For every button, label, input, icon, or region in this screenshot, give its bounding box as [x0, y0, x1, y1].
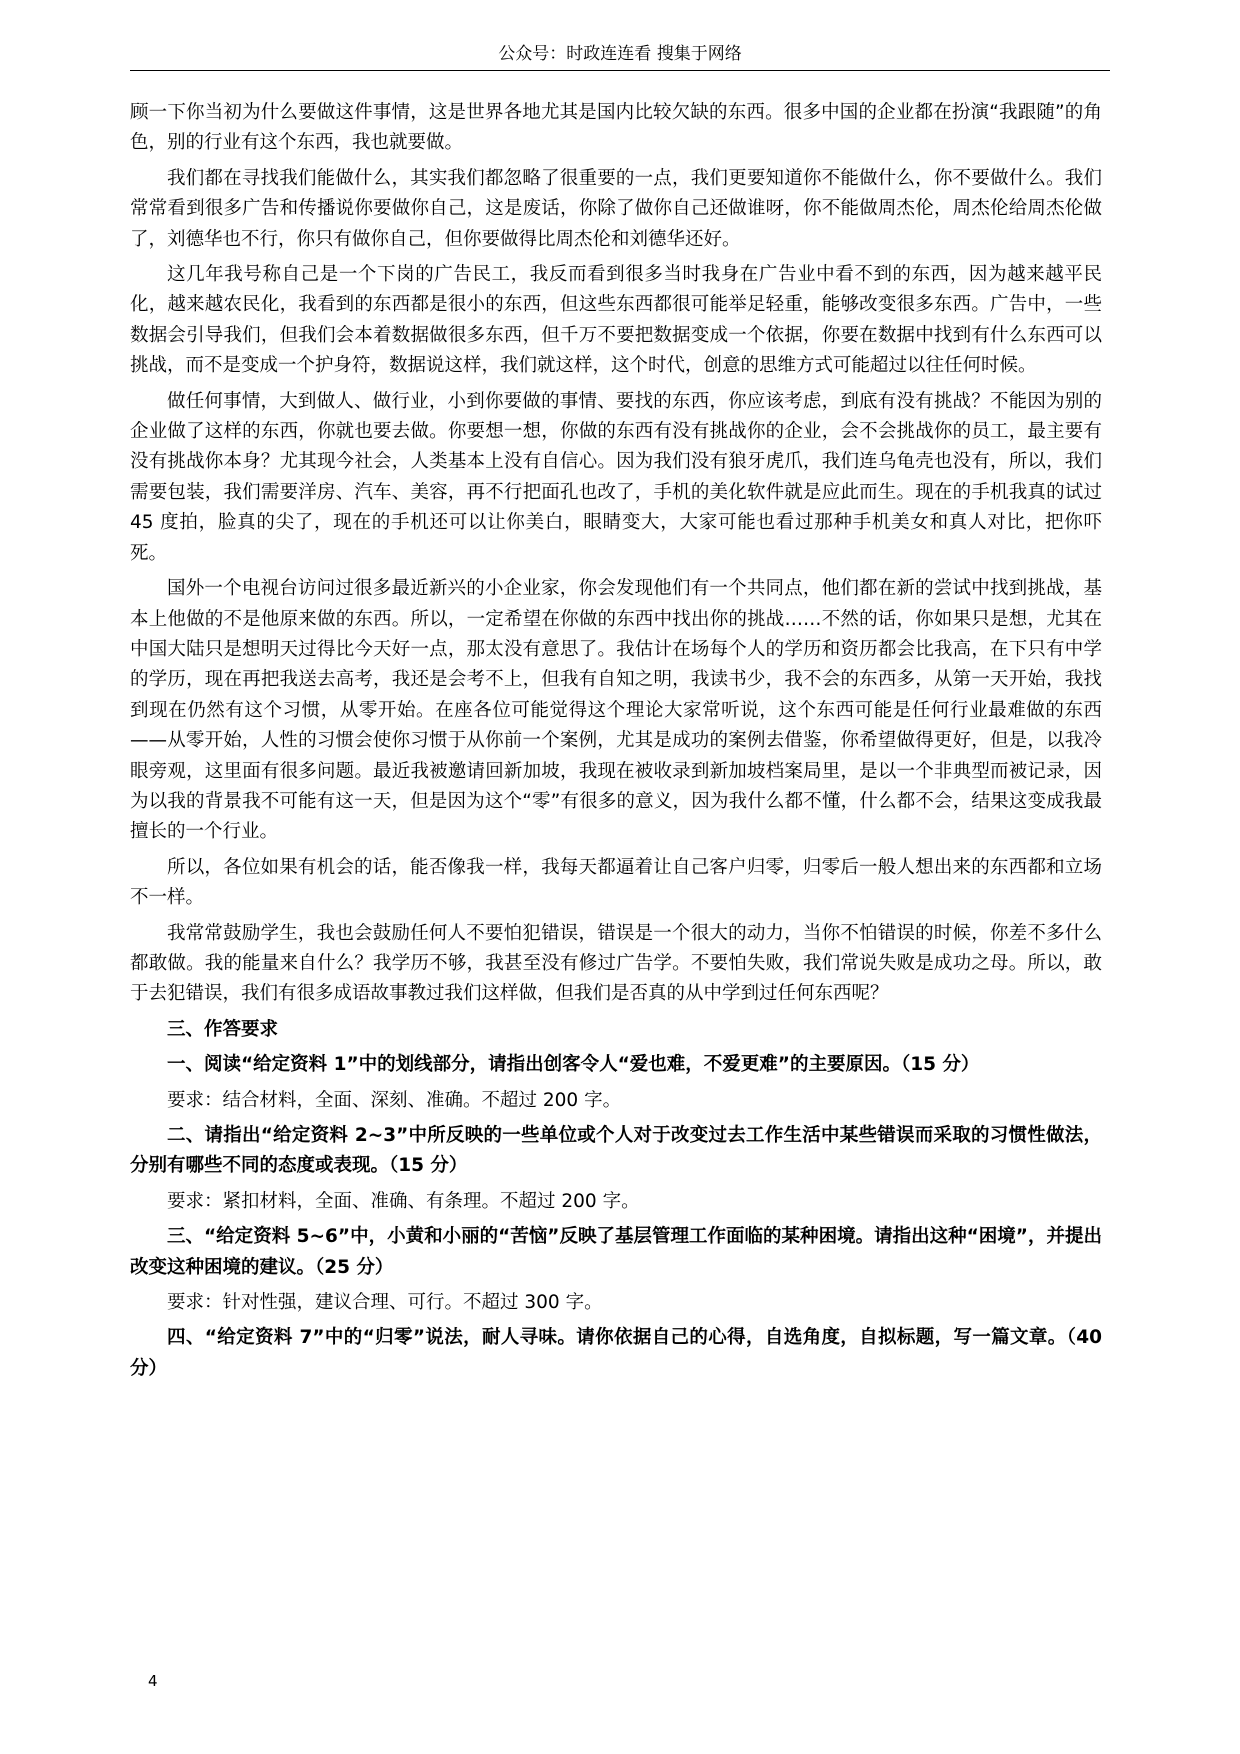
paragraph: 我常常鼓励学生，我也会鼓励任何人不要怕犯错误，错误是一个很大的动力，当你不怕错误的时候，你差不多什么都敢做。我的能量来自什么？我学历不够，我甚至没有修过广告学。不要怕失败，我们常说失败是成功之母。所以，敢于去犯错误，我们有很多成语故事教过我们这样做，但我们是否真的从中学到过任何东西呢？ [130, 922, 1102, 1005]
question-item: 三、“给定资料 5~6”中，小黄和小丽的“苦恼”反映了基层管理工作面临的某种困境。请指出这种“困境”，并提出改变这种困境的建议。（25 分） [130, 1226, 1102, 1278]
paragraph: 做任何事情，大到做人、做行业，小到你要做的事情、要找的东西，你应该考虑，到底有没有挑战？不能因为别的企业做了这样的东西，你就也要去做。你要想一想，你做的东西有没有挑战你的企业，会不会挑战你的员工，最主要有没有挑战你本身？尤其现今社会，人类基本上没有自信心。因为我们没有狼牙虎爪，我们连乌龟壳也没有，所以，我们需要包装，我们需要洋房、汽车、美容，再不行把面孔也改了，手机的美化软件就是应此而生。现在的手机我真的试过 45 度拍，脸真的尖了，现在的手机还可以让你美白，眼睛变大，大家可能也看过那种手机美女和真人对比，把你吓死。 [130, 390, 1102, 564]
question-requirement: 要求：针对性强，建议合理、可行。不超过 300 字。 [167, 1292, 603, 1314]
question-requirement: 要求：紧扣材料，全面、准确、有条理。不超过 200 字。 [167, 1190, 640, 1212]
question-item: 四、“给定资料 7”中的“归零”说法，耐人寻味。请你依据自己的心得，自选角度，自拟标题，写一篇文章。（40 分） [130, 1327, 1102, 1379]
question-item: 一、阅读“给定资料 1”中的划线部分，请指出创客令人“爱也难，不爱更难”的主要原因。（15 分） [167, 1054, 980, 1076]
question-requirement: 要求：结合材料，全面、深刻、准确。不超过 200 字。 [167, 1089, 622, 1111]
body-content [130, 98, 1102, 1389]
paragraph: 我们都在寻找我们能做什么，其实我们都忽略了很重要的一点，我们更要知道你不能做什么，你不要做什么。我们常常看到很多广告和传播说你要做你自己，这是废话，你除了做你自己还做谁呀，你不能做周杰伦，周杰伦给周杰伦做了，刘德华也不行，你只有做你自己，但你要做得比周杰伦和刘德华还好。 [130, 167, 1102, 250]
question-item: 二、请指出“给定资料 2~3”中所反映的一些单位或个人对于改变过去工作生活中某些错误而采取的习惯性做法，分别有哪些不同的态度或表现。（15 分） [130, 1125, 1102, 1177]
paragraph: 国外一个电视台访问过很多最近新兴的小企业家，你会发现他们有一个共同点，他们都在新的尝试中找到挑战，基本上他做的不是他原来做的东西。所以，一定希望在你做的东西中找出你的挑战……不然的话，你如果只是想，尤其在中国大陆只是想明天过得比今天好一点，那太没有意思了。我估计在场每个人的学历和资历都会比我高，在下只有中学的学历，现在再把我送去高考，我还是会考不上，但我有自知之明，我读书少，我不会的东西多，从第一天开始，我找到现在仍然有这个习惯，从零开始。在座各位可能觉得这个理论大家常听说，这个东西可能是任何行业最难做的东西——从零开始，人性的习惯会使你习惯于从你前一个案例，尤其是成功的案例去借鉴，你希望做得更好，但是，以我冷眼旁观，这里面有很多问题。最近我被邀请回新加坡，我现在被收录到新加坡档案局里，是以一个非典型而被记录，因为以我的背景我不可能有这一天，但是因为这个“零”有很多的意义，因为我什么都不懂，什么都不会，结果这变成我最擅长的一个行业。 [130, 578, 1102, 843]
header-divider [130, 70, 1110, 71]
paragraph: 顾一下你当初为什么要做这件事情，这是世界各地尤其是国内比较欠缺的东西。很多中国的企业都在扮演“我跟随”的角色，别的行业有这个东西，我也就要做。 [130, 102, 1102, 154]
paragraph: 这几年我号称自己是一个下岗的广告民工，我反而看到很多当时我身在广告业中看不到的东西，因为越来越平民化，越来越农民化，我看到的东西都是很小的东西，但这些东西都很可能举足轻重，能够改变很多东西。广告中，一些数据会引导我们，但我们会本着数据做很多东西，但千万不要把数据变成一个依据，你要在数据中找到有什么东西可以挑战，而不是变成一个护身符，数据说这样，我们就这样，这个时代，创意的思维方式可能超过以往任何时候。 [130, 264, 1102, 377]
page-header: 公众号：时政连连看 搜集于网络 [498, 44, 742, 64]
page-number: 4 [148, 1672, 158, 1690]
section-heading: 三、作答要求 [167, 1018, 279, 1040]
paragraph: 所以，各位如果有机会的话，能否像我一样，我每天都逼着让自己客户归零，归零后一般人想出来的东西都和立场不一样。 [130, 856, 1102, 909]
